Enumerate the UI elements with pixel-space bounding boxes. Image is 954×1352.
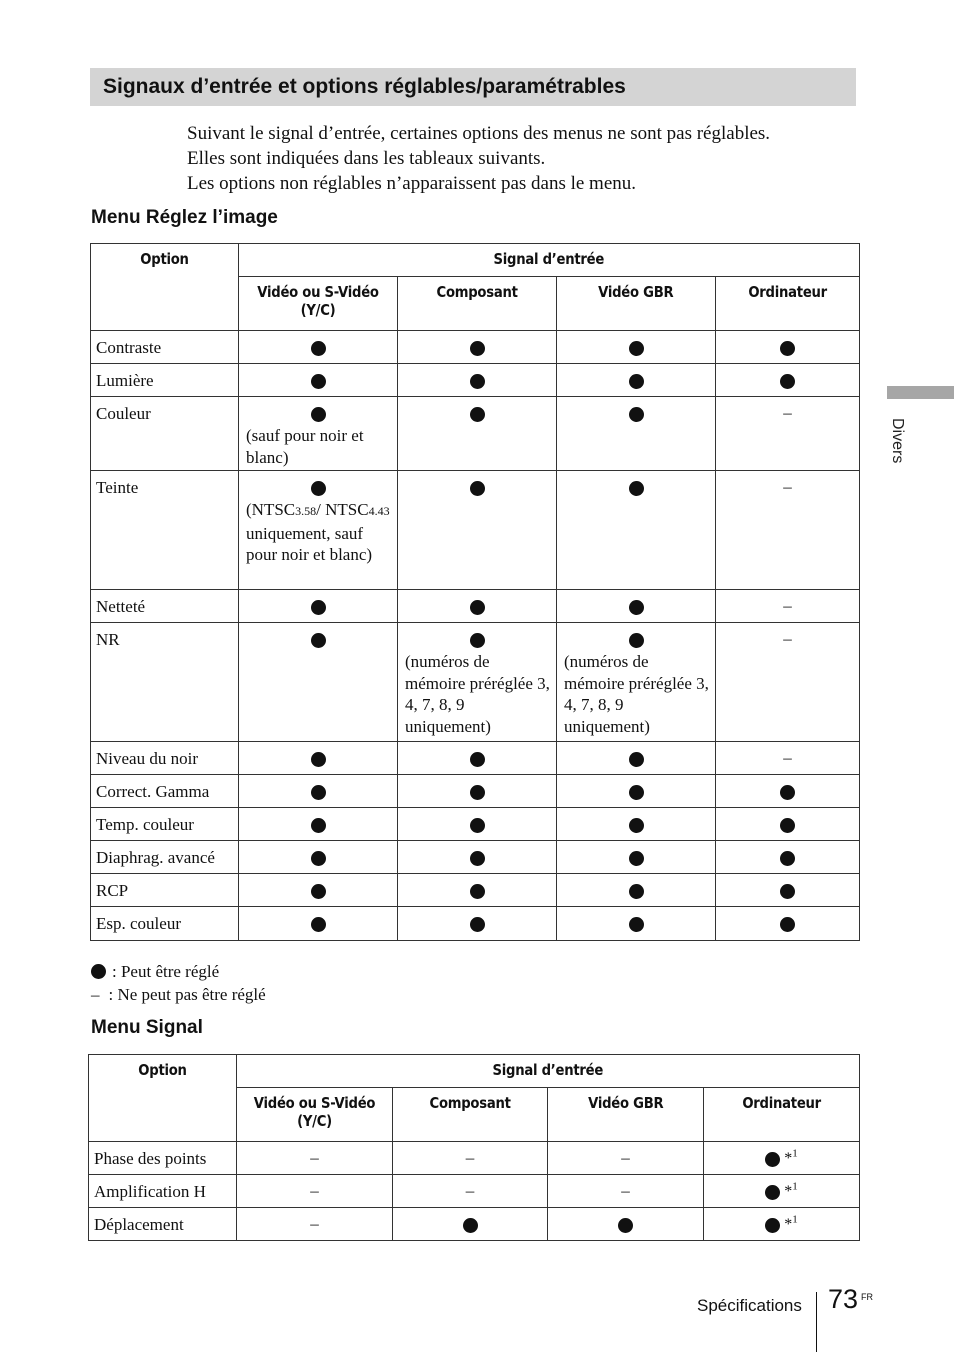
legend-dash-item <box>91 983 266 1006</box>
value-cell <box>557 742 716 775</box>
note-text: / NTSC <box>316 500 369 519</box>
value-cell <box>716 623 860 742</box>
value-cell <box>398 775 557 808</box>
not-adjustable-dash: – <box>621 1181 630 1200</box>
value-cell <box>704 1175 860 1208</box>
value-cell <box>716 775 860 808</box>
column-header: Composant <box>398 277 557 331</box>
value-cell <box>548 1175 704 1208</box>
table-row <box>91 331 860 364</box>
footnote-marker: *$^1$ <box>784 1214 798 1234</box>
option-cell: Teinte <box>91 471 239 590</box>
filled-dot-icon <box>91 964 106 979</box>
column-header: Vidéo GBR <box>557 277 716 331</box>
value-cell <box>237 1175 393 1208</box>
value-cell <box>557 841 716 874</box>
not-adjustable-dash: – <box>310 1148 319 1167</box>
not-adjustable-dash: – <box>783 477 792 496</box>
value-cell <box>398 471 557 590</box>
value-cell <box>716 397 860 471</box>
footer-section: Spécifications <box>697 1296 802 1315</box>
value-cell <box>557 808 716 841</box>
dash-symbol: – <box>91 985 100 1004</box>
value-cell <box>557 623 716 742</box>
filled-dot-icon <box>780 851 795 866</box>
value-cell <box>239 808 398 841</box>
filled-dot-icon <box>311 341 326 356</box>
not-adjustable-dash: – <box>310 1214 319 1233</box>
option-cell: NR <box>91 623 239 742</box>
value-cell <box>239 364 398 397</box>
table-row <box>91 775 860 808</box>
filled-dot-icon <box>629 633 644 648</box>
value-cell <box>398 874 557 907</box>
filled-dot-icon <box>765 1185 780 1200</box>
note-subscript: 3.58 <box>295 504 317 518</box>
table2-heading: Menu Signal <box>91 1017 203 1038</box>
option-cell: Esp. couleur <box>91 907 239 941</box>
value-cell <box>398 590 557 623</box>
table-row <box>91 808 860 841</box>
table-row <box>91 364 860 397</box>
option-cell: Diaphrag. avancé <box>91 841 239 874</box>
column-header: Ordinateur <box>716 277 860 331</box>
value-cell <box>716 364 860 397</box>
not-adjustable-dash: – <box>783 403 792 422</box>
filled-dot-icon <box>629 600 644 615</box>
value-cell <box>237 1142 393 1175</box>
option-cell: Contraste <box>91 331 239 364</box>
section-title: Signaux d’entrée et options réglables/paramétrables <box>103 75 626 98</box>
intro-line: Suivant le signal d’entrée, certaines options des menus ne sont pas réglables. <box>187 123 771 144</box>
table-row <box>89 1175 860 1208</box>
not-adjustable-dash: – <box>310 1181 319 1200</box>
filled-dot-icon <box>470 785 485 800</box>
footnote-marker: *$^1$ <box>784 1181 798 1201</box>
table-row <box>91 471 860 590</box>
not-adjustable-dash: – <box>783 629 792 648</box>
value-cell <box>239 874 398 907</box>
value-cell <box>398 623 557 742</box>
value-cell <box>239 397 398 471</box>
filled-dot-icon <box>629 341 644 356</box>
filled-dot-icon <box>470 851 485 866</box>
intro-line: Les options non réglables n’apparaissent pas dans le menu. <box>187 173 637 194</box>
filled-dot-icon <box>311 752 326 767</box>
filled-dot-icon <box>311 785 326 800</box>
value-cell <box>239 331 398 364</box>
value-cell <box>393 1142 548 1175</box>
filled-dot-icon <box>311 481 326 496</box>
filled-dot-icon <box>470 481 485 496</box>
value-cell <box>557 590 716 623</box>
value-cell <box>239 841 398 874</box>
value-cell <box>239 623 398 742</box>
filled-dot-icon <box>311 633 326 648</box>
table-row <box>91 841 860 874</box>
not-adjustable-dash: – <box>621 1148 630 1167</box>
table-row <box>91 623 860 742</box>
value-cell <box>239 907 398 941</box>
table-row <box>91 590 860 623</box>
value-cell <box>398 364 557 397</box>
value-cell <box>239 471 398 590</box>
column-header: Composant <box>393 1088 548 1142</box>
value-cell <box>398 907 557 941</box>
filled-dot-icon <box>629 884 644 899</box>
side-tab-bar <box>887 386 954 399</box>
not-adjustable-dash: – <box>465 1181 475 1200</box>
filled-dot-icon <box>470 818 485 833</box>
cell-note <box>239 497 397 566</box>
value-cell <box>548 1208 704 1241</box>
table1-heading: Menu Réglez l’image <box>91 207 278 228</box>
value-cell <box>716 907 860 941</box>
filled-dot-icon <box>470 600 485 615</box>
value-cell <box>716 841 860 874</box>
option-header: Option <box>91 244 239 331</box>
legend <box>91 960 266 1006</box>
filled-dot-icon <box>311 884 326 899</box>
value-cell <box>557 397 716 471</box>
option-cell: Netteté <box>91 590 239 623</box>
signal-header: Signal d’entrée <box>239 244 860 277</box>
filled-dot-icon <box>780 341 795 356</box>
signal-header: Signal d’entrée <box>237 1055 860 1088</box>
value-cell <box>557 471 716 590</box>
option-header: Option <box>89 1055 237 1142</box>
filled-dot-icon <box>780 374 795 389</box>
filled-dot-icon <box>470 341 485 356</box>
filled-dot-icon <box>470 374 485 389</box>
not-adjustable-dash: – <box>465 1148 475 1167</box>
page-number: 73 <box>828 1284 859 1314</box>
value-cell <box>393 1175 548 1208</box>
cell-note: (numéros de mémoire préréglée 3, 4, 7, 8, 9 uniquement) <box>564 652 709 736</box>
value-cell <box>716 808 860 841</box>
option-cell: Correct. Gamma <box>91 775 239 808</box>
value-cell <box>398 331 557 364</box>
option-cell: Phase des points <box>89 1142 237 1175</box>
value-cell <box>716 590 860 623</box>
option-cell: RCP <box>91 874 239 907</box>
note-subscript: 4.43 <box>368 504 390 518</box>
value-cell <box>398 808 557 841</box>
table-row <box>89 1208 860 1241</box>
value-cell <box>704 1142 860 1175</box>
filled-dot-icon <box>629 481 644 496</box>
table-row <box>91 397 860 471</box>
side-tab-label: Divers <box>889 418 906 464</box>
filled-dot-icon <box>629 374 644 389</box>
filled-dot-icon <box>470 407 485 422</box>
footnote-marker: *$^1$ <box>784 1148 798 1168</box>
filled-dot-icon <box>629 785 644 800</box>
value-cell <box>239 742 398 775</box>
value-cell <box>237 1208 393 1241</box>
value-cell <box>398 841 557 874</box>
filled-dot-icon <box>470 884 485 899</box>
intro-text <box>187 121 867 196</box>
filled-dot-icon <box>311 818 326 833</box>
filled-dot-icon <box>618 1218 633 1233</box>
table-row <box>91 874 860 907</box>
section-title-bar <box>90 68 856 106</box>
option-cell: Niveau du noir <box>91 742 239 775</box>
filled-dot-icon <box>311 407 326 422</box>
cell-note: (numéros de mémoire préréglée 3, 4, 7, 8, 9 uniquement) <box>405 652 550 736</box>
not-adjustable-dash: – <box>783 596 792 615</box>
page-language: FR <box>861 1292 873 1302</box>
footer-divider <box>816 1292 817 1352</box>
value-cell <box>716 331 860 364</box>
value-cell <box>716 471 860 590</box>
value-cell <box>393 1208 548 1241</box>
table-row <box>91 742 860 775</box>
value-cell <box>716 874 860 907</box>
column-header: Ordinateur <box>704 1088 860 1142</box>
table-row <box>91 907 860 941</box>
value-cell <box>398 742 557 775</box>
option-cell: Temp. couleur <box>91 808 239 841</box>
value-cell <box>557 907 716 941</box>
option-cell: Lumière <box>91 364 239 397</box>
option-cell: Couleur <box>91 397 239 471</box>
filled-dot-icon <box>311 374 326 389</box>
value-cell <box>557 331 716 364</box>
intro-line: Elles sont indiquées dans les tableaux suivants. <box>187 148 546 169</box>
cell-note: (sauf pour noir et blanc) <box>246 426 364 467</box>
column-header: Vidéo ou S-Vidéo (Y/C) <box>237 1088 393 1142</box>
filled-dot-icon <box>629 818 644 833</box>
filled-dot-icon <box>629 407 644 422</box>
filled-dot-icon <box>311 917 326 932</box>
option-cell: Déplacement <box>89 1208 237 1241</box>
table-row <box>89 1142 860 1175</box>
value-cell <box>557 364 716 397</box>
filled-dot-icon <box>629 917 644 932</box>
legend-dot-item <box>91 960 266 983</box>
legend-dash-text: : Ne peut pas être réglé <box>108 985 266 1004</box>
column-header: Vidéo ou S-Vidéo (Y/C) <box>239 277 398 331</box>
note-text: (NTSC <box>246 500 296 519</box>
filled-dot-icon <box>765 1218 780 1233</box>
value-cell <box>557 874 716 907</box>
filled-dot-icon <box>780 884 795 899</box>
filled-dot-icon <box>780 785 795 800</box>
filled-dot-icon <box>780 818 795 833</box>
value-cell <box>557 775 716 808</box>
value-cell <box>239 775 398 808</box>
option-cell: Amplification H <box>89 1175 237 1208</box>
filled-dot-icon <box>780 917 795 932</box>
value-cell <box>239 590 398 623</box>
filled-dot-icon <box>629 851 644 866</box>
filled-dot-icon <box>311 851 326 866</box>
value-cell <box>716 742 860 775</box>
menu-signal-table <box>88 1054 860 1241</box>
not-adjustable-dash: – <box>783 748 792 767</box>
value-cell <box>398 397 557 471</box>
value-cell <box>548 1142 704 1175</box>
filled-dot-icon <box>470 917 485 932</box>
filled-dot-icon <box>470 633 485 648</box>
filled-dot-icon <box>629 752 644 767</box>
column-header: Vidéo GBR <box>548 1088 704 1142</box>
filled-dot-icon <box>311 600 326 615</box>
filled-dot-icon <box>470 752 485 767</box>
legend-dot-text: : Peut être réglé <box>112 962 220 981</box>
note-text: uniquement, sauf pour noir et blanc) <box>246 523 373 564</box>
value-cell <box>704 1208 860 1241</box>
menu-image-table <box>90 243 860 941</box>
filled-dot-icon <box>463 1218 478 1233</box>
filled-dot-icon <box>765 1152 780 1167</box>
